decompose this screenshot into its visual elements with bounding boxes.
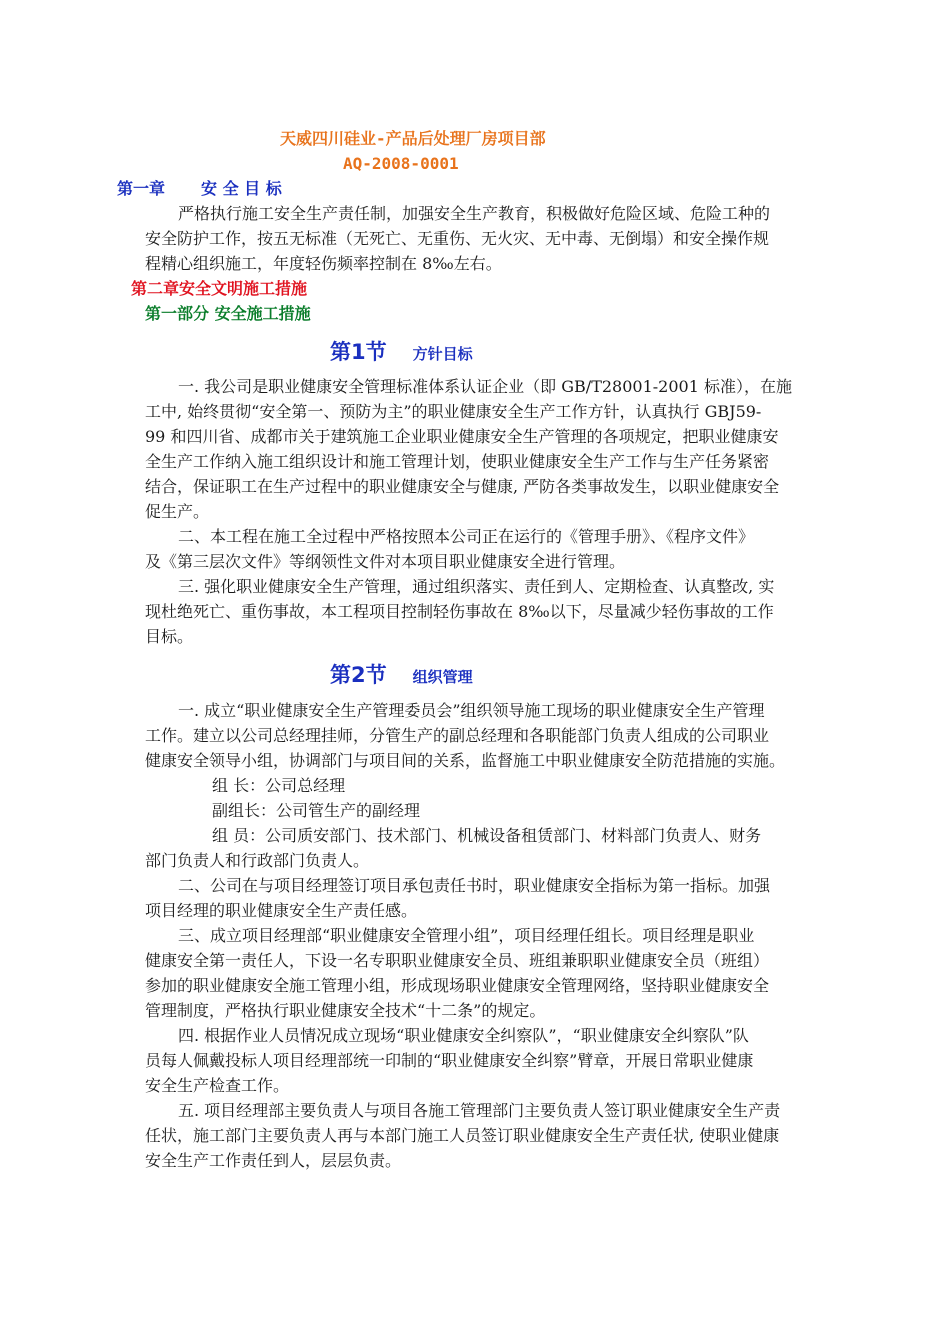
section1-line: 现杜绝死亡、重伤事故，本工程项目控制轻伤事故在 8‰以下，尽量减少轻伤事故的工作 [145, 602, 774, 621]
section1-line: 一. 我公司是职业健康安全管理标准体系认证企业（即 GB/T28001-2001 标准），在施 [178, 377, 792, 396]
chapter1-subtitle: 安 全 目 标 [201, 179, 282, 198]
section2-line: 安全生产检查工作。 [145, 1076, 290, 1095]
company-title: 天威四川硅业-产品后处理厂房项目部 [280, 129, 546, 148]
section2-line: 管理制度，严格执行职业健康安全技术“十二条”的规定。 [145, 1001, 546, 1020]
chapter1-title [117, 177, 282, 201]
section2-line: 员每人佩戴投标人项目经理部统一印制的“职业健康安全纠察”臂章，开展日常职业健康 [145, 1051, 754, 1070]
section2-heading [330, 661, 473, 691]
section2-line: 安全生产工作责任到人，层层负责。 [145, 1151, 402, 1170]
section1-line: 99 和四川省、成都市关于建筑施工企业职业健康安全生产管理的各项规定，把职业健康安 [145, 427, 779, 446]
section2-line: 健康安全领导小组，协调部门与项目间的关系，监督施工中职业健康安全防范措施的实施。 [145, 751, 786, 770]
section2-line: 项目经理的职业健康安全生产责任感。 [145, 901, 418, 920]
section1-line: 及《第三层次文件》等纲领性文件对本项目职业健康安全进行管理。 [145, 552, 626, 571]
section2-line: 健康安全第一责任人，下设一名专职职业健康安全员、班组兼职职业健康安全员（班组） [145, 951, 770, 970]
section2-line: 四. 根据作业人员情况成立现场“职业健康安全纠察队”，“职业健康安全纠察队”队 [178, 1026, 749, 1045]
section1-line: 全生产工作纳入施工组织设计和施工管理计划，使职业健康安全生产工作与生产任务紧密 [145, 452, 770, 471]
section2-line: 参加的职业健康安全施工管理小组，形成现场职业健康安全管理网络，坚持职业健康安全 [145, 976, 770, 995]
chapter2-title: 第二章安全文明施工措施 [131, 279, 308, 298]
section1-line: 结合，保证职工在生产过程中的职业健康安全与健康, 严防各类事故发生，以职业健康安全 [145, 477, 780, 496]
section2-number: 第2节 [330, 663, 387, 687]
section1-line: 二、本工程在施工全过程中严格按照本公司正在运行的《管理手册》、《程序文件》 [178, 527, 755, 546]
section1-line: 三. 强化职业健康安全生产管理，通过组织落实、责任到人、定期检查、认真整改, 实 [178, 577, 775, 596]
section2-line: 二、公司在与项目经理签订项目承包责任书时，职业健康安全指标为第一指标。加强 [178, 876, 771, 895]
section2-line: 组 长：公司总经理 [212, 776, 346, 795]
section2-line: 副组长：公司管生产的副经理 [212, 801, 421, 820]
section1-number: 第1节 [330, 340, 387, 364]
chapter1-line: 安全防护工作，按五无标准（无死亡、无重伤、无火灾、无中毒、无倒塌）和安全操作规 [145, 229, 770, 248]
section2-line: 任状，施工部门主要负责人再与本部门施工人员签订职业健康安全生产责任状, 使职业健康 [145, 1126, 780, 1145]
section1-line: 工中, 始终贯彻“安全第一、预防为主”的职业健康安全生产工作方针，认真执行 GBJ59- [145, 402, 762, 421]
chapter1-line: 程精心组织施工，年度轻伤频率控制在 8‰左右。 [145, 254, 502, 273]
section2-line: 三、成立项目经理部“职业健康安全管理小组”，项目经理任组长。项目经理是职业 [178, 926, 755, 945]
chapter1-line: 严格执行施工安全生产责任制，加强安全生产教育，积极做好危险区域、危险工种的 [178, 204, 771, 223]
document-code: AQ-2008-0001 [343, 154, 459, 173]
section1-heading [330, 338, 473, 368]
section1-line: 目标。 [145, 627, 194, 646]
section2-line: 组 员：公司质安部门、技术部门、机械设备租赁部门、材料部门负责人、财务 [212, 826, 762, 845]
section2-line: 五. 项目经理部主要负责人与项目各施工管理部门主要负责人签订职业健康安全生产责 [178, 1101, 781, 1120]
section1-line: 促生产。 [145, 502, 210, 521]
section2-line: 部门负责人和行政部门负责人。 [145, 851, 370, 870]
section2-line: 一. 成立“职业健康安全生产管理委员会”组织领导施工现场的职业健康安全生产管理 [178, 701, 765, 720]
section1-title: 方针目标 [412, 345, 473, 363]
part1-title: 第一部分 安全施工措施 [145, 304, 311, 323]
section2-line: 工作。建立以公司总经理挂师，分管生产的副总经理和各职能部门负责人组成的公司职业 [145, 726, 770, 745]
chapter1-label: 第一章 [117, 179, 166, 198]
section2-title: 组织管理 [412, 668, 473, 686]
